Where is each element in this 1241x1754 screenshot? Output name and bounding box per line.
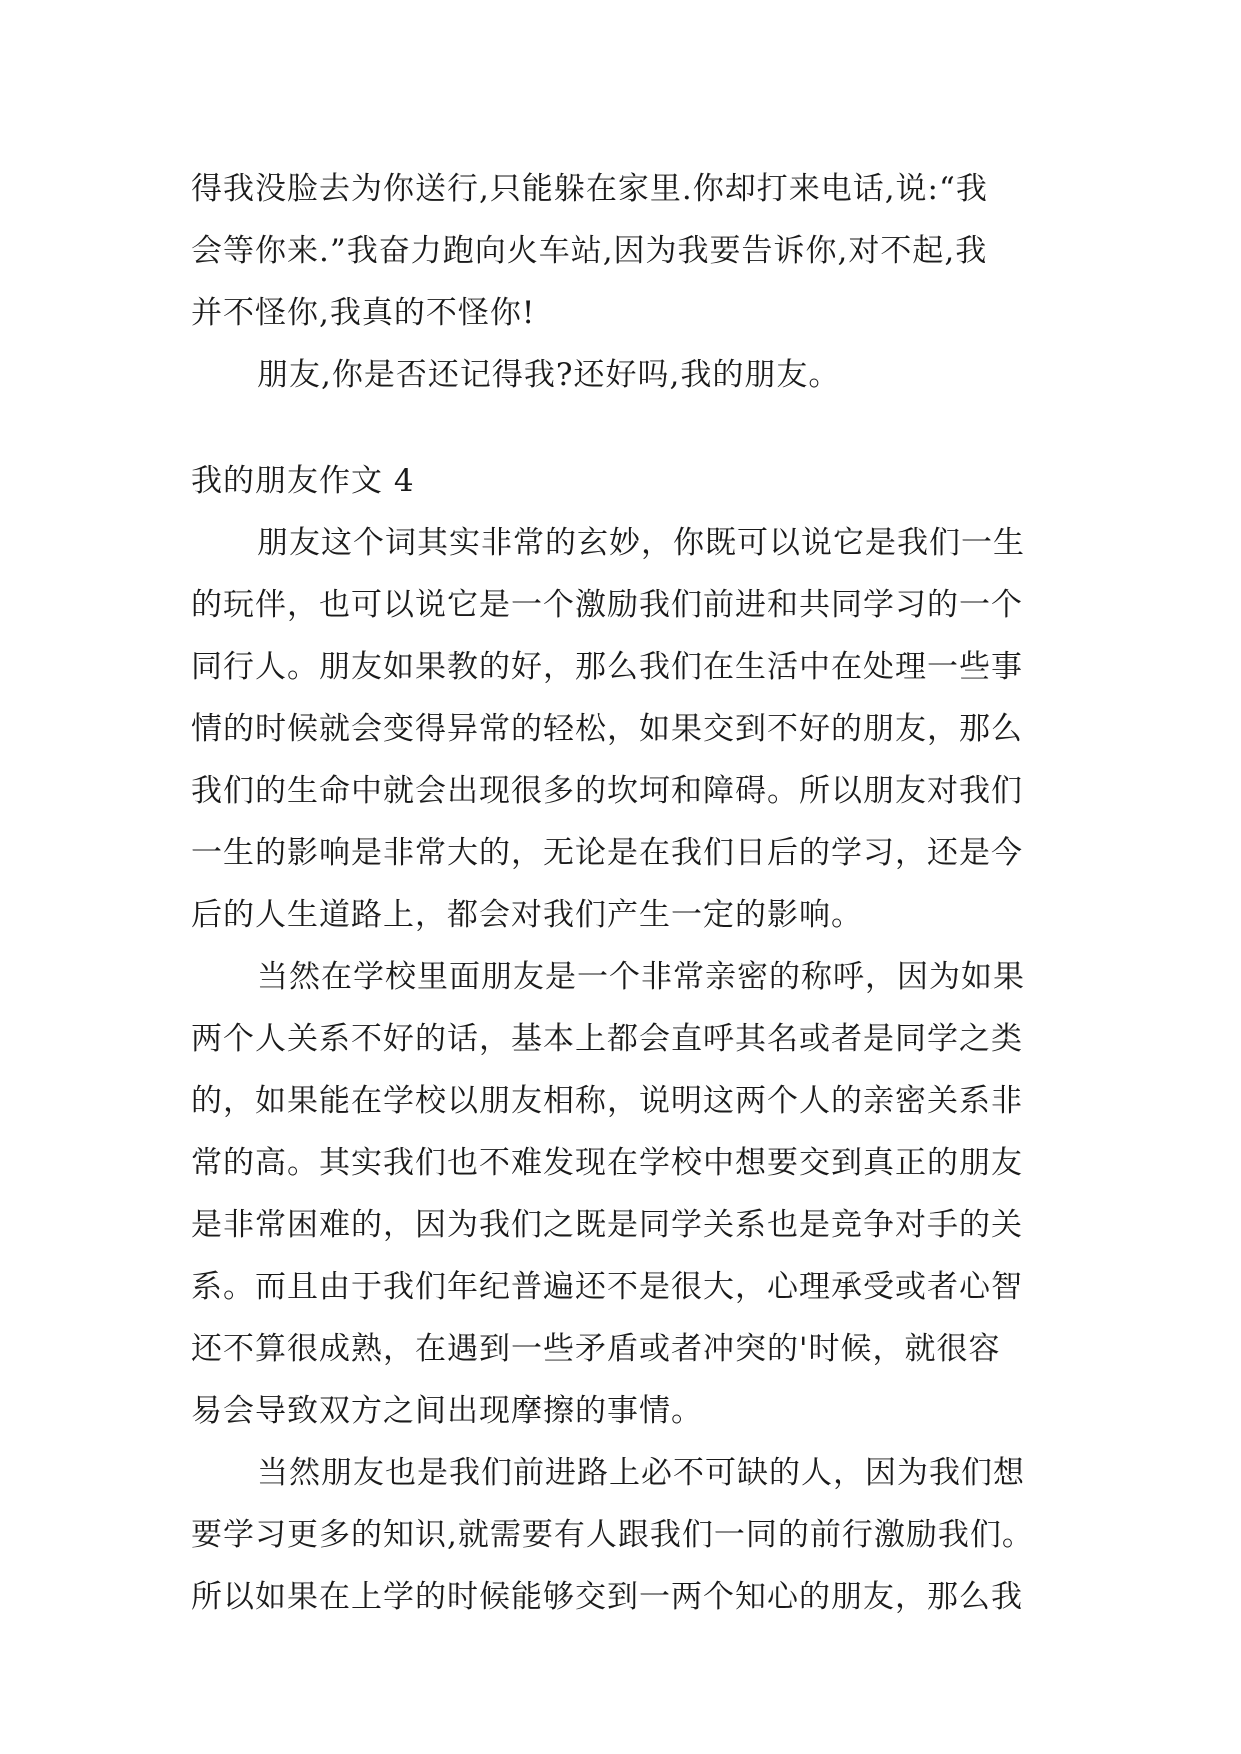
text-line: 系。而且由于我们年纪普遍还不是很大，心理承受或者心智 — [191, 1269, 1023, 1305]
text-line: 朋友,你是否还记得我?还好吗,我的朋友。 — [257, 357, 841, 393]
document-body — [191, 158, 1051, 1628]
text-line: 同行人。朋友如果教的好，那么我们在生活中在处理一些事 — [191, 649, 1023, 685]
paragraph-1 — [191, 158, 1051, 344]
text-line: 会等你来.”我奋力跑向火车站,因为我要告诉你,对不起,我 — [191, 233, 988, 269]
text-line: 易会导致双方之间出现摩擦的事情。 — [191, 1393, 703, 1429]
section-heading: 我的朋友作文 4 — [191, 463, 415, 499]
text-line: 得我没脸去为你送行,只能躲在家里.你却打来电话,说:“我 — [191, 171, 988, 207]
text-line: 朋友这个词其实非常的玄妙，你既可以说它是我们一生 — [257, 525, 1025, 561]
text-line: 是非常困难的，因为我们之既是同学关系也是竞争对手的关 — [191, 1207, 1023, 1243]
text-line: 当然在学校里面朋友是一个非常亲密的称呼，因为如果 — [257, 959, 1025, 995]
paragraph-5 — [191, 1442, 1051, 1628]
text-line: 后的人生道路上，都会对我们产生一定的影响。 — [191, 897, 863, 933]
text-line: 要学习更多的知识,就需要有人跟我们一同的前行激励我们。 — [191, 1517, 1034, 1553]
text-line: 的，如果能在学校以朋友相称，说明这两个人的亲密关系非 — [191, 1083, 1023, 1119]
text-line: 情的时候就会变得异常的轻松，如果交到不好的朋友，那么 — [191, 711, 1023, 747]
text-line: 的玩伴，也可以说它是一个激励我们前进和共同学习的一个 — [191, 587, 1023, 623]
paragraph-3 — [191, 512, 1051, 946]
text-line: 还不算很成熟，在遇到一些矛盾或者冲突的'时候，就很容 — [191, 1331, 1001, 1367]
text-line: 所以如果在上学的时候能够交到一两个知心的朋友，那么我 — [191, 1579, 1023, 1615]
text-line: 一生的影响是非常大的，无论是在我们日后的学习，还是今 — [191, 835, 1023, 871]
text-line: 当然朋友也是我们前进路上必不可缺的人，因为我们想 — [257, 1455, 1025, 1491]
text-line: 常的高。其实我们也不难发现在学校中想要交到真正的朋友 — [191, 1145, 1023, 1181]
paragraph-2 — [191, 344, 1051, 406]
text-line: 我们的生命中就会出现很多的坎坷和障碍。所以朋友对我们 — [191, 773, 1023, 809]
text-line: 并不怪你,我真的不怪你! — [191, 295, 536, 331]
text-line: 两个人关系不好的话，基本上都会直呼其名或者是同学之类 — [191, 1021, 1023, 1057]
paragraph-4 — [191, 946, 1051, 1442]
